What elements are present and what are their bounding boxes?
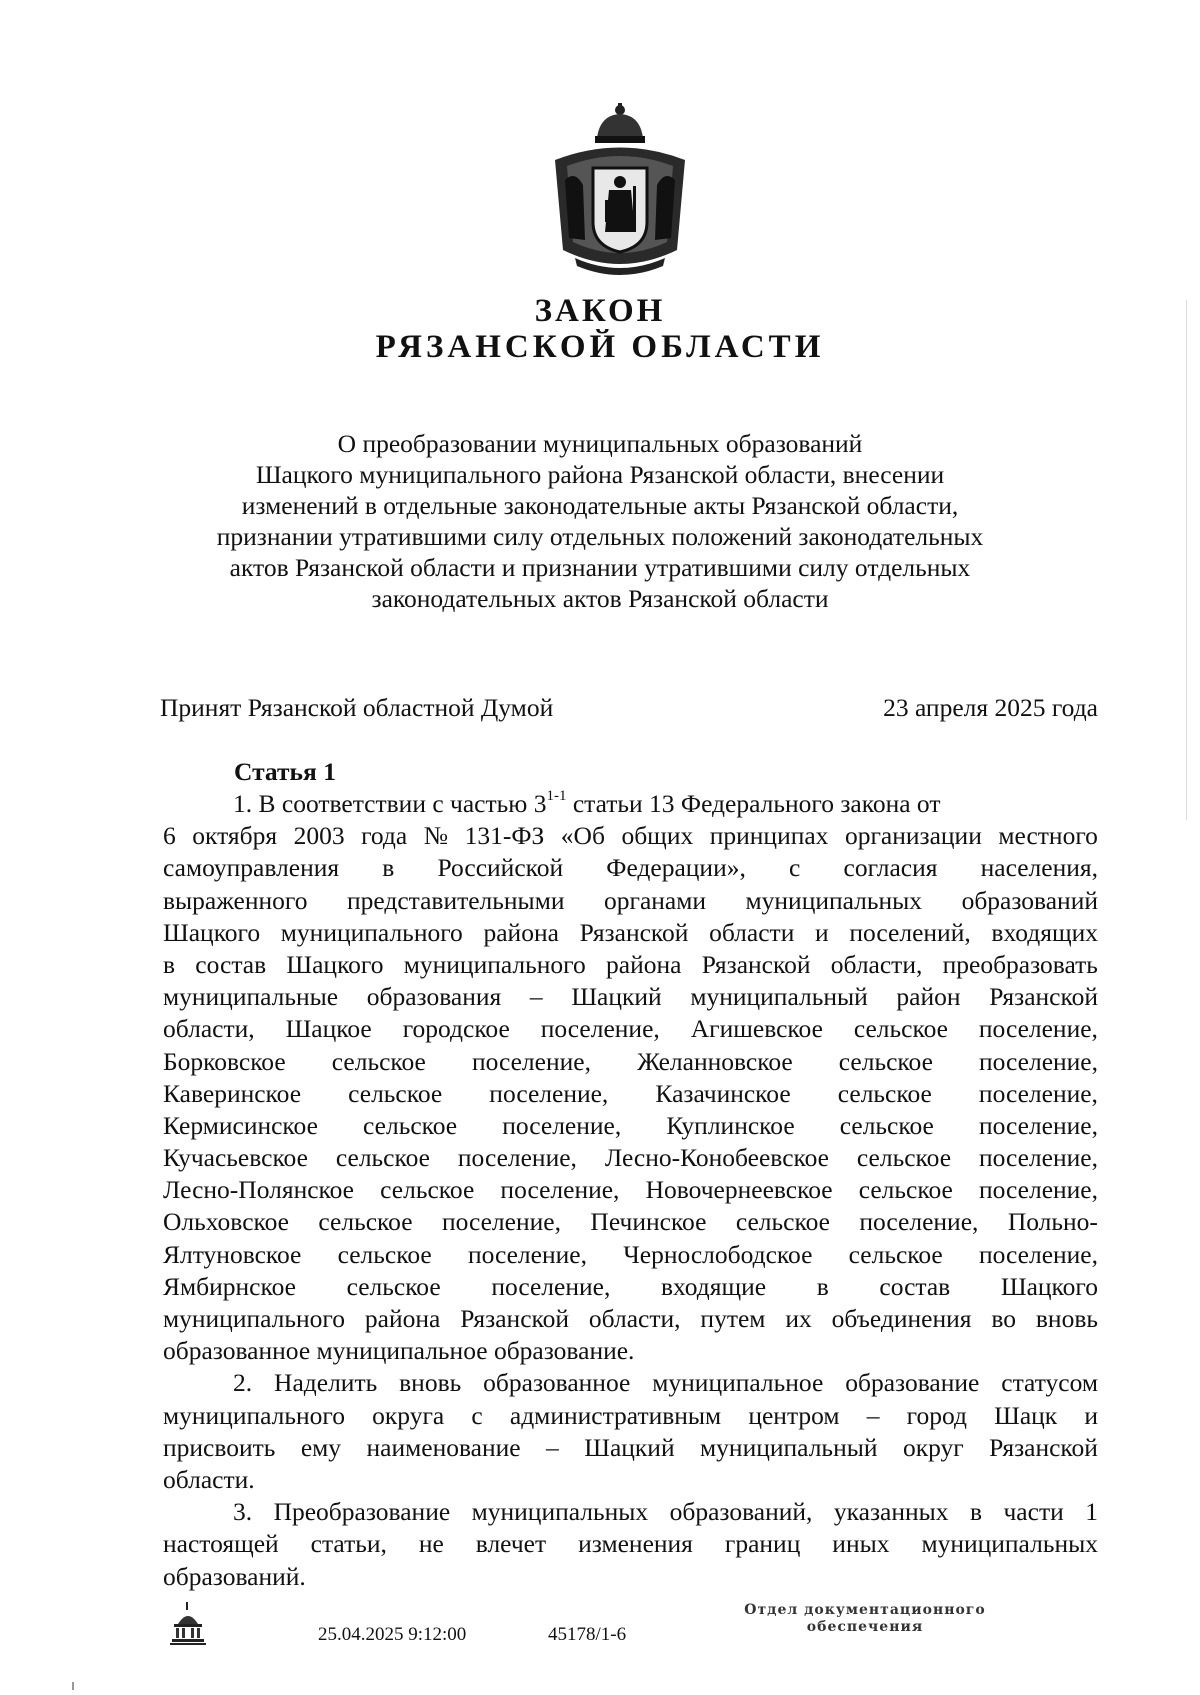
- article-word: поселение,: [457, 1143, 577, 1173]
- article-word: округа: [372, 1400, 445, 1430]
- article-word: 1: [1085, 1497, 1098, 1527]
- article-line: [163, 1335, 1098, 1367]
- article-word: сельское: [318, 1207, 413, 1237]
- article-body: [163, 788, 1098, 1593]
- article-word: район: [896, 982, 961, 1012]
- article-word: вновь: [1035, 1304, 1098, 1333]
- article-word: Борковское: [163, 1046, 286, 1076]
- article-line: [163, 1464, 1098, 1496]
- article-line: [163, 885, 1098, 917]
- article-word: не: [418, 1529, 444, 1559]
- article-word: образований: [961, 885, 1098, 915]
- article-word: представительными: [346, 885, 565, 915]
- article-word: муниципальный: [690, 982, 868, 1012]
- article-word: Польно-: [1007, 1207, 1098, 1237]
- article-word: согласия: [843, 853, 938, 883]
- article-word: поселение,: [978, 1143, 1098, 1173]
- article-word: Печинское: [590, 1207, 707, 1237]
- article-word: состав: [195, 949, 267, 979]
- article-word: указанных: [833, 1497, 949, 1527]
- article-line: [163, 1013, 1098, 1045]
- article-word: района: [364, 1304, 441, 1333]
- article-word: области,: [830, 949, 923, 979]
- article-word: поселение,: [978, 1046, 1098, 1076]
- article-word: района: [606, 949, 682, 979]
- article-line-text: области.: [163, 1464, 255, 1494]
- article-word: сельское: [837, 1078, 932, 1108]
- article-word: части: [1003, 1497, 1064, 1527]
- article-word: муниципальных: [471, 1497, 649, 1527]
- article-word: –: [546, 1432, 559, 1462]
- article-word: во: [991, 1304, 1016, 1333]
- ryazan-coat-of-arms-icon: [545, 100, 695, 280]
- article-word: Куплинское: [666, 1110, 795, 1140]
- article-line: [163, 1496, 1098, 1528]
- article-word: сельское: [337, 1239, 432, 1269]
- article-word: муниципального: [163, 1400, 345, 1430]
- article-word: сельское: [346, 1271, 441, 1301]
- article-word: округ: [902, 1432, 964, 1462]
- article-word: поселение,: [441, 1207, 561, 1237]
- article-word: Шацкое: [285, 1014, 372, 1044]
- article-word: 3.: [233, 1497, 253, 1527]
- article-word: муниципальное: [652, 1368, 824, 1398]
- article-word: года: [361, 821, 408, 851]
- article-word: Шацкого: [286, 949, 384, 979]
- article-word: и: [815, 917, 829, 947]
- article-line: [163, 1303, 1098, 1335]
- article-word: муниципальный: [700, 1432, 878, 1462]
- article-word: в: [816, 1271, 829, 1301]
- article-word: Рязанской: [460, 1304, 570, 1333]
- article-word: поселение,: [978, 1078, 1098, 1108]
- article-word: 2003: [293, 821, 345, 851]
- article-word: поселение,: [978, 1175, 1098, 1205]
- article-word: местного: [998, 821, 1098, 851]
- article-line-text: образованное муниципальное образование.: [163, 1336, 635, 1366]
- subject-line: Шацкого муниципального района Рязанской области, внесении: [255, 460, 945, 489]
- article-word: в: [969, 1497, 983, 1527]
- article-word: Шацк: [994, 1400, 1058, 1430]
- article-word: Шацкий: [571, 982, 662, 1012]
- article-word: Федерации»,: [606, 853, 746, 883]
- article-word: Лесно-Конобеевское: [604, 1143, 829, 1173]
- article-word: Шацкого: [163, 917, 261, 947]
- article-word: Лесно-Полянское: [163, 1175, 355, 1205]
- print-datetime: 25.04.2025 9:12:00: [318, 1624, 467, 1645]
- article-word: сельское: [380, 1175, 475, 1205]
- article-line: [163, 1046, 1098, 1078]
- article-word: поселений,: [849, 917, 971, 947]
- article-word: сельское: [335, 1143, 430, 1173]
- article-word: образование: [845, 1368, 980, 1398]
- article-word: иных: [832, 1529, 890, 1559]
- article-word: поселение,: [489, 1078, 609, 1108]
- article-word: статьи,: [310, 1529, 387, 1559]
- article-word: поселение,: [500, 1175, 620, 1205]
- article-line-text: образований.: [163, 1561, 306, 1591]
- article-word: поселение,: [540, 1014, 660, 1044]
- article-word: поселение,: [978, 1014, 1098, 1044]
- article-word: наименование: [366, 1432, 521, 1462]
- article-line: [163, 1142, 1098, 1174]
- article-line: [163, 1110, 1098, 1142]
- article-word: Рязанской: [701, 949, 811, 979]
- article-word: сельское: [856, 1143, 952, 1173]
- article-word: входящих: [991, 917, 1098, 947]
- article-word: Кермисинское: [163, 1110, 318, 1140]
- article-word: образования: [366, 982, 502, 1012]
- law-subject: [180, 428, 1020, 614]
- subject-line: актов Рязанской области и признании утратившими силу отдельных: [229, 553, 971, 582]
- article-word: городское: [402, 1014, 510, 1044]
- article-word: «Об: [560, 821, 605, 851]
- article-word: выраженного: [163, 885, 308, 915]
- article-word: сельское: [853, 1014, 948, 1044]
- article-word: и: [1084, 1400, 1098, 1430]
- article-word: в: [382, 853, 395, 883]
- article-word: Ялтуновское: [163, 1239, 302, 1269]
- article-word: Рязанской: [579, 917, 689, 947]
- footnote-superscript: 1-1: [546, 788, 567, 804]
- article-word: образованное: [483, 1368, 631, 1398]
- article-word: организации: [844, 821, 982, 851]
- article-line: [163, 1432, 1098, 1464]
- article-line: [163, 1271, 1098, 1303]
- article-word: самоуправления: [163, 853, 340, 883]
- article-word: Рязанской: [989, 1432, 1098, 1462]
- document-number: 45178/1-6: [548, 1624, 627, 1645]
- article-line: [163, 981, 1098, 1013]
- subject-line: О преобразовании муниципальных образований: [337, 429, 863, 458]
- article-word: сельское: [331, 1046, 426, 1076]
- article-word: Ямбирнское: [163, 1271, 296, 1301]
- article-word: город: [906, 1400, 967, 1430]
- article-word: поселение,: [978, 1110, 1098, 1140]
- article-word: в: [163, 949, 176, 979]
- article-word: муниципального: [280, 917, 463, 947]
- article-word: населения,: [980, 853, 1098, 883]
- article-word: состав: [879, 1271, 951, 1301]
- article-word: поселение,: [502, 1110, 622, 1140]
- article-line-text: 1. В соответствии с частью 3$^{1-1}$ статьи 13 Федерального закона от: [233, 788, 941, 818]
- article-word: преобразовать: [942, 949, 1098, 979]
- subject-line: изменений в отдельные законодательные акты Рязанской области,: [241, 491, 959, 520]
- article-word: поселение,: [491, 1271, 611, 1301]
- article-word: центром: [748, 1400, 840, 1430]
- adopted-by: Принят Рязанской областной Думой: [160, 693, 554, 722]
- article-word: области,: [163, 1014, 255, 1044]
- article-word: муниципальные: [163, 982, 339, 1012]
- article-word: поселение,: [471, 1046, 591, 1076]
- article-line: [163, 852, 1098, 884]
- article-word: Российской: [437, 853, 564, 883]
- article-word: изменения: [578, 1529, 693, 1559]
- article-word: настоящей: [163, 1529, 279, 1559]
- law-region: РЯЗАНСКОЙ ОБЛАСТИ: [375, 329, 825, 365]
- article-word: №: [423, 821, 449, 851]
- article-line: [163, 1206, 1098, 1238]
- stamp-line: Отдел документационного: [744, 1602, 986, 1618]
- article-word: области: [709, 917, 795, 947]
- article-word: границ: [724, 1529, 801, 1559]
- article-word: присвоить: [163, 1432, 276, 1462]
- adopted-date: 23 апреля 2025 года: [883, 693, 1098, 722]
- article-word: Агишевское: [690, 1014, 823, 1044]
- department-stamp: [720, 1602, 1010, 1636]
- article-heading: Статья 1: [234, 757, 336, 786]
- article-word: сельское: [858, 1175, 953, 1205]
- article-word: поселение,: [467, 1239, 587, 1269]
- article-word: сельское: [848, 1239, 943, 1269]
- article-word: ему: [300, 1432, 342, 1462]
- article-word: октября: [192, 821, 278, 851]
- article-word: с: [471, 1400, 483, 1430]
- article-word: Ольховское: [163, 1207, 289, 1237]
- article-word: Преобразование: [273, 1497, 451, 1527]
- stamp-line: обеспечения: [806, 1619, 924, 1635]
- article-line: [163, 1367, 1098, 1399]
- article-word: принципах: [709, 821, 829, 851]
- article-word: объединения: [831, 1304, 972, 1333]
- article-word: области,: [588, 1304, 681, 1333]
- article-word: сельское: [735, 1207, 830, 1237]
- article-word: района: [483, 917, 559, 947]
- article-word: –: [529, 982, 543, 1012]
- article-word: 131-ФЗ: [464, 821, 545, 851]
- article-word: поселение,: [978, 1239, 1098, 1269]
- article-word: с: [789, 853, 801, 883]
- article-word: поселение,: [859, 1207, 979, 1237]
- article-line: [163, 1239, 1098, 1271]
- article-word: Наделить: [274, 1368, 378, 1398]
- article-word: Чернослободское: [623, 1239, 813, 1269]
- article-word: муниципального: [403, 949, 586, 979]
- article-word: общих: [621, 821, 694, 851]
- article-line: [163, 1528, 1098, 1560]
- subject-line: законодательных актов Рязанской области: [371, 584, 829, 613]
- scan-speck: [72, 1682, 74, 1690]
- article-word: органами: [603, 885, 707, 915]
- article-word: входящие: [660, 1271, 767, 1301]
- subject-line: признании утратившими силу отдельных положений законодательных: [216, 522, 984, 551]
- article-line: [163, 917, 1098, 949]
- article-word: путем: [700, 1304, 766, 1333]
- article-word: 6: [163, 821, 176, 851]
- article-line: [163, 1561, 1098, 1593]
- article-word: вновь: [399, 1368, 462, 1398]
- article-word: сельское: [348, 1078, 443, 1108]
- article-word: сельское: [839, 1110, 934, 1140]
- article-line: [163, 788, 1098, 820]
- article-word: их: [785, 1304, 812, 1333]
- article-word: муниципальных: [745, 885, 923, 915]
- article-word: административным: [509, 1400, 722, 1430]
- article-word: Кучасьевское: [163, 1143, 308, 1173]
- article-word: Новочернеевское: [645, 1175, 833, 1205]
- article-word: Желанновское: [637, 1046, 793, 1076]
- article-word: муниципального: [163, 1304, 345, 1333]
- article-line: [163, 949, 1098, 981]
- scan-speck: [1186, 300, 1187, 820]
- article-word: –: [866, 1400, 880, 1430]
- law-title: ЗАКОН: [534, 293, 666, 329]
- article-line: [163, 1078, 1098, 1110]
- article-word: муниципальных: [921, 1529, 1098, 1559]
- article-line: [163, 1174, 1098, 1206]
- article-word: сельское: [363, 1110, 458, 1140]
- article-word: Казачинское: [655, 1078, 791, 1108]
- article-word: Каверинское: [163, 1078, 302, 1108]
- article-word: образований,: [669, 1497, 813, 1527]
- adoption-info: [160, 692, 1098, 723]
- article-word: влечет: [475, 1529, 547, 1559]
- duma-building-icon: [170, 1602, 206, 1646]
- article-word: статусом: [1001, 1368, 1098, 1398]
- article-word: Шацкого: [1000, 1271, 1098, 1301]
- article-word: сельское: [838, 1046, 933, 1076]
- article-line: [163, 1400, 1098, 1432]
- article-line: [163, 820, 1098, 852]
- article-word: Рязанской: [989, 982, 1098, 1012]
- article-word: Шацкий: [584, 1432, 675, 1462]
- article-word: 2.: [233, 1368, 253, 1398]
